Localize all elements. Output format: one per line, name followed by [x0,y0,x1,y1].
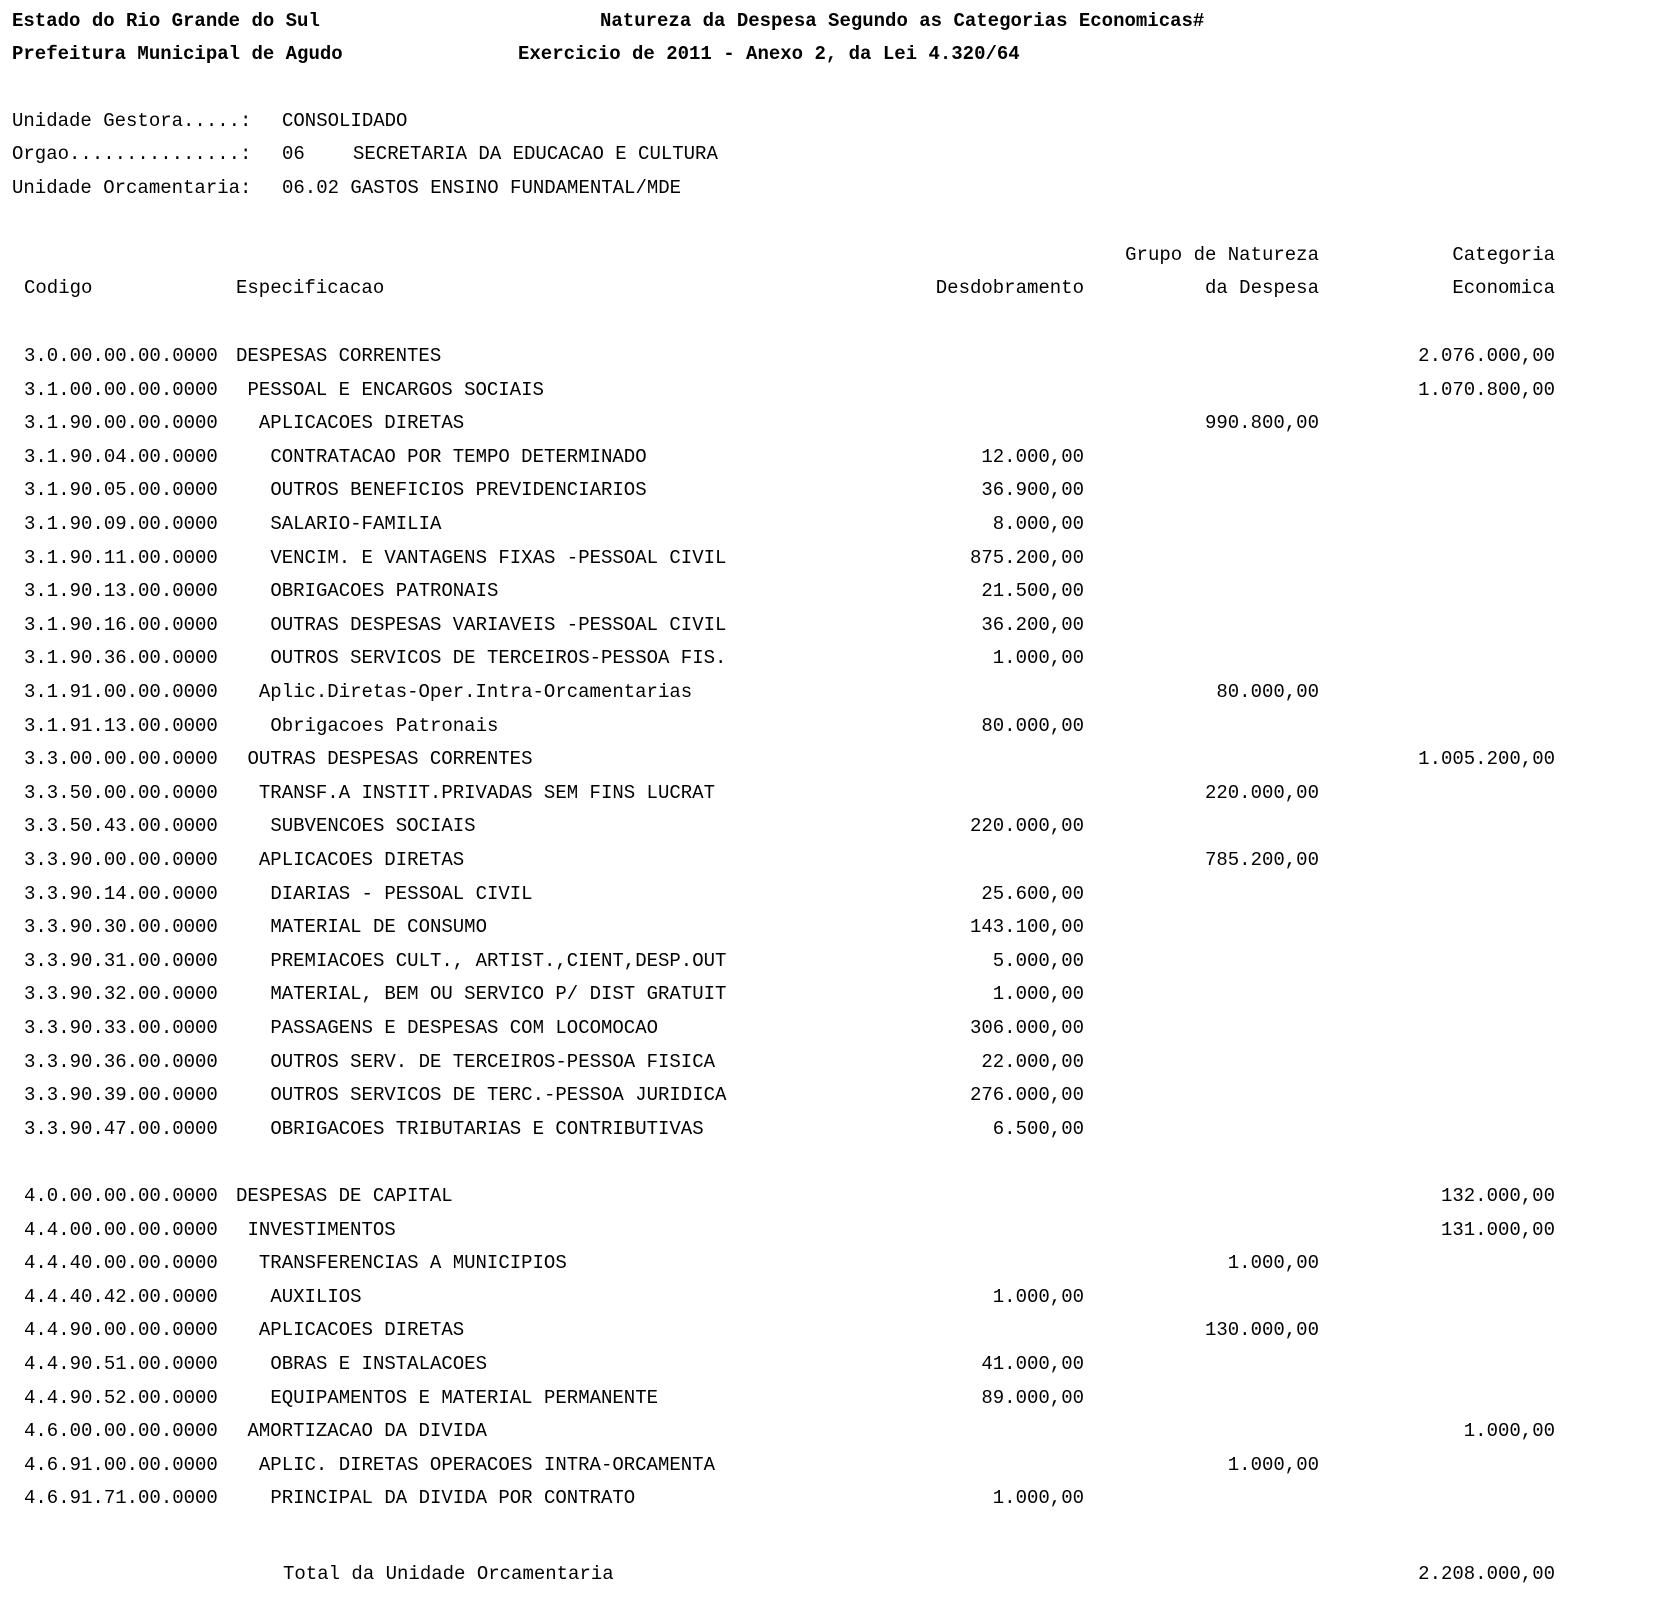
row-description: OBRAS E INSTALACOES [270,1353,487,1375]
row-code: 3.3.90.14.00.0000 [24,882,218,905]
row-description: OUTROS SERVICOS DE TERCEIROS-PESSOA FIS. [270,647,727,670]
row-desdobramento: 5.000,00 [992,949,1084,972]
row-grupo-natureza: 990.800,00 [1204,412,1319,435]
col-header-categoria-line2: Economica [1452,277,1555,299]
row-description: MATERIAL DE CONSUMO [270,916,487,939]
unidade-orcamentaria-value: 06.02 GASTOS ENSINO FUNDAMENTAL/MDE [282,177,682,199]
row-code: 3.3.00.00.00.0000 [24,748,218,771]
row-code: 3.1.90.36.00.0000 [24,647,218,670]
row-categoria-economica: 2.076.000,00 [1418,345,1555,367]
row-description: Obrigacoes Patronais [270,714,499,737]
row-description: OBRIGACOES PATRONAIS [270,580,499,603]
row-description: VENCIM. E VANTAGENS FIXAS -PESSOAL CIVIL [270,546,727,569]
total-label: Total da Unidade Orcamentaria [283,1563,614,1585]
total-value: 2.208.000,00 [1418,1563,1555,1585]
row-code: 3.1.90.04.00.0000 [24,445,218,468]
row-code: 3.3.50.00.00.0000 [24,781,218,804]
row-description: APLIC. DIRETAS OPERACOES INTRA-ORCAMENTA [258,1453,715,1476]
row-description: PASSAGENS E DESPESAS COM LOCOMOCAO [270,1017,659,1039]
row-code: 3.3.90.00.00.0000 [24,849,218,871]
row-desdobramento: 1.000,00 [992,647,1084,670]
row-description: PESSOAL E ENCARGOS SOCIAIS [247,378,544,401]
col-header-desdobramento: Desdobramento [935,277,1084,299]
row-description: APLICACOES DIRETAS [258,412,465,435]
row-grupo-natureza: 1.000,00 [1227,1453,1319,1476]
row-code: 3.1.90.13.00.0000 [24,580,218,603]
col-header-categoria-line1: Categoria [1452,244,1555,266]
report-subtitle: Exercicio de 2011 - Anexo 2, da Lei 4.320/64 [518,43,1020,65]
row-description: OUTROS SERVICOS DE TERC.-PESSOA JURIDICA [270,1084,727,1107]
row-description: INVESTIMENTOS [247,1218,396,1241]
row-categoria-economica: 1.000,00 [1463,1420,1555,1443]
row-description: OUTROS SERV. DE TERCEIROS-PESSOA FISICA [270,1050,716,1073]
row-code: 3.3.90.39.00.0000 [24,1084,218,1107]
row-desdobramento: 1.000,00 [992,1285,1084,1308]
row-code: 3.3.90.33.00.0000 [24,1017,218,1039]
row-code: 3.3.90.32.00.0000 [24,983,218,1006]
row-desdobramento: 306.000,00 [969,1017,1084,1039]
col-header-grupo-line1: Grupo de Natureza [1125,244,1319,266]
row-desdobramento: 22.000,00 [981,1050,1084,1073]
row-desdobramento: 875.200,00 [969,546,1084,569]
row-desdobramento: 36.900,00 [981,479,1084,502]
row-code: 4.4.90.52.00.0000 [24,1386,218,1409]
col-header-codigo: Codigo [24,277,93,299]
row-code: 4.4.40.42.00.0000 [24,1285,218,1308]
unidade-orcamentaria-label: Unidade Orcamentaria: [12,177,252,199]
row-description: PRINCIPAL DA DIVIDA POR CONTRATO [270,1487,636,1510]
row-code: 3.3.90.47.00.0000 [24,1117,218,1140]
row-code: 3.3.90.30.00.0000 [24,916,218,939]
row-desdobramento: 25.600,00 [981,882,1084,905]
row-description: OUTRAS DESPESAS VARIAVEIS -PESSOAL CIVIL [270,613,727,636]
row-desdobramento: 6.500,00 [992,1117,1084,1140]
row-description: APLICACOES DIRETAS [258,849,465,871]
orgao-label: Orgao...............: [12,143,252,165]
row-code: 4.0.00.00.00.0000 [24,1185,218,1207]
row-grupo-natureza: 80.000,00 [1216,681,1319,703]
row-description: OUTRAS DESPESAS CORRENTES [247,748,533,771]
row-description: EQUIPAMENTOS E MATERIAL PERMANENTE [270,1386,659,1409]
row-categoria-economica: 1.070.800,00 [1418,378,1555,401]
row-desdobramento: 36.200,00 [981,613,1084,636]
row-desdobramento: 12.000,00 [981,445,1084,468]
row-description: PREMIACOES CULT., ARTIST.,CIENT,DESP.OUT [270,949,727,972]
row-code: 3.1.90.09.00.0000 [24,513,218,535]
row-description: TRANSFERENCIAS A MUNICIPIOS [258,1252,567,1275]
row-desdobramento: 41.000,00 [981,1353,1084,1375]
row-grupo-natureza: 130.000,00 [1204,1319,1319,1342]
row-code: 3.1.90.05.00.0000 [24,479,218,502]
report-title: Natureza da Despesa Segundo as Categorias Economicas# [600,10,1205,32]
row-code: 3.1.91.00.00.0000 [24,681,218,703]
row-code: 4.4.00.00.00.0000 [24,1218,218,1241]
state-name: Estado do Rio Grande do Sul [12,10,320,32]
row-grupo-natureza: 1.000,00 [1227,1252,1319,1275]
orgao-name: SECRETARIA DA EDUCACAO E CULTURA [353,143,718,165]
row-code: 4.6.00.00.00.0000 [24,1420,218,1443]
row-code: 3.1.90.00.00.0000 [24,412,218,435]
unidade-gestora-label: Unidade Gestora.....: [12,110,252,132]
col-header-grupo-line2: da Despesa [1204,277,1319,299]
row-description: MATERIAL, BEM OU SERVICO P/ DIST GRATUIT [270,983,727,1006]
row-code: 4.4.90.00.00.0000 [24,1319,218,1342]
row-description: OBRIGACOES TRIBUTARIAS E CONTRIBUTIVAS [270,1117,704,1140]
row-description: AUXILIOS [270,1285,362,1308]
municipality-name: Prefeitura Municipal de Agudo [12,43,343,65]
row-code: 4.6.91.00.00.0000 [24,1453,218,1476]
row-desdobramento: 1.000,00 [992,1487,1084,1510]
row-code: 3.1.90.16.00.0000 [24,613,218,636]
row-grupo-natureza: 785.200,00 [1204,849,1319,871]
row-description: Aplic.Diretas-Oper.Intra-Orcamentarias [258,681,693,703]
orgao-code: 06 [282,143,305,165]
row-grupo-natureza: 220.000,00 [1204,781,1319,804]
row-description: DESPESAS CORRENTES [236,345,442,367]
col-header-especificacao: Especificacao [236,277,385,299]
row-desdobramento: 276.000,00 [969,1084,1084,1107]
row-description: TRANSF.A INSTIT.PRIVADAS SEM FINS LUCRAT [258,781,715,804]
row-code: 4.4.40.00.00.0000 [24,1252,218,1275]
row-description: CONTRATACAO POR TEMPO DETERMINADO [270,445,647,468]
unidade-gestora-value: CONSOLIDADO [282,110,408,132]
row-code: 3.1.90.11.00.0000 [24,546,218,569]
row-categoria-economica: 131.000,00 [1440,1218,1555,1241]
row-description: OUTROS BENEFICIOS PREVIDENCIARIOS [270,479,647,502]
row-description: AMORTIZACAO DA DIVIDA [247,1420,487,1443]
row-desdobramento: 21.500,00 [981,580,1084,603]
row-desdobramento: 8.000,00 [992,513,1084,535]
row-code: 3.0.00.00.00.0000 [24,345,218,367]
row-code: 3.3.90.36.00.0000 [24,1050,218,1073]
row-code: 3.3.50.43.00.0000 [24,815,218,838]
row-desdobramento: 89.000,00 [981,1386,1084,1409]
row-description: APLICACOES DIRETAS [258,1319,465,1342]
row-description: SUBVENCOES SOCIAIS [270,815,476,838]
row-description: DESPESAS DE CAPITAL [236,1185,453,1207]
row-code: 3.1.00.00.00.0000 [24,378,218,401]
row-code: 4.4.90.51.00.0000 [24,1353,218,1375]
row-code: 3.1.91.13.00.0000 [24,714,218,737]
row-desdobramento: 143.100,00 [969,916,1084,939]
row-desdobramento: 1.000,00 [992,983,1084,1006]
row-description: DIARIAS - PESSOAL CIVIL [270,882,533,905]
row-desdobramento: 220.000,00 [969,815,1084,838]
row-categoria-economica: 132.000,00 [1440,1185,1555,1207]
row-code: 4.6.91.71.00.0000 [24,1487,218,1510]
row-categoria-economica: 1.005.200,00 [1418,748,1555,771]
row-desdobramento: 80.000,00 [981,714,1084,737]
row-code: 3.3.90.31.00.0000 [24,949,218,972]
row-description: SALARIO-FAMILIA [270,513,442,535]
